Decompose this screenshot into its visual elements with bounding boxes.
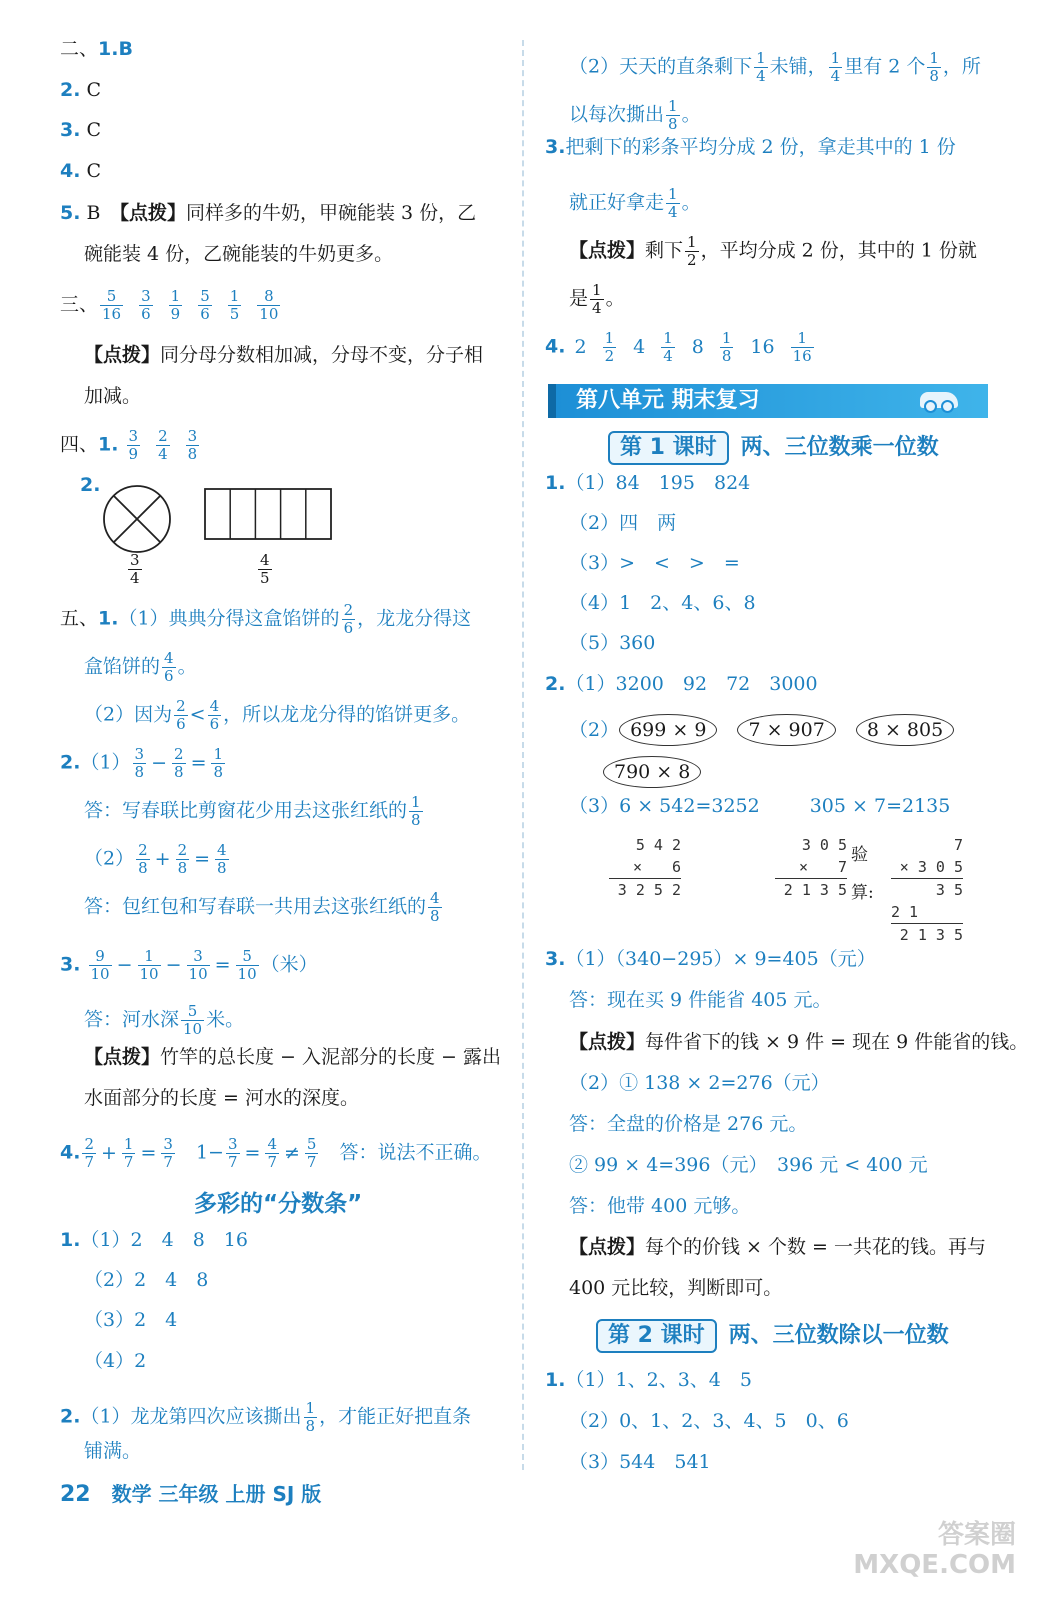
r-q3-hint-cont: 是 $\frac{1}{4}$ 。: [569, 281, 625, 317]
verify-label-1: 验: [851, 845, 868, 865]
fraction: $\frac{1}{8}$: [929, 49, 939, 85]
s3-hint-cont: 加减。: [84, 385, 142, 407]
fraction: $\frac{1}{4}$: [663, 329, 673, 365]
l1-q2-1: 2.（1）3200 92 72 3000: [545, 673, 818, 695]
fraction: $\frac{1}{16}$: [792, 329, 812, 365]
fraction: $\frac{1}{2}$: [687, 233, 697, 269]
math-token: 16: [750, 335, 775, 358]
dc-q2-1: 2.（1）龙龙第四次应该撕出 $\frac{1}{8}$ ，才能正好把直条: [60, 1399, 472, 1435]
s2-q3: 3. C: [60, 119, 102, 141]
r-q4: 4. 2 $\frac{1}{2}$ 4 $\frac{1}{4}$ 8 $\frac{1}{8}$ 16 $\frac{1}{16}$: [545, 329, 812, 365]
math-token: −: [165, 953, 182, 976]
fraction: $\frac{1}{4}$: [668, 185, 678, 221]
fraction: $\frac{1}{10}$: [139, 947, 159, 983]
s5-q1-2: （2）因为 $\frac{2}{6}$ < $\frac{4}{6}$ ，所以龙龙分得的馅饼更多。: [84, 697, 471, 733]
l2-q1-2: （2）0、1、2、3、4、5 0、6: [569, 1410, 849, 1432]
dc-q1-1: 1.（1）2 4 8 16: [60, 1229, 248, 1251]
fraction: $\frac{1}{8}$: [721, 329, 732, 365]
oval-answer-3: 8 × 805: [856, 714, 954, 746]
rectangle-fifths-diagram: [204, 488, 334, 542]
s5-q3-answer: 答：河水深 $\frac{5}{10}$ 米。: [84, 1002, 245, 1038]
vertical-calc-2: 3 0 5 × 7 2 1 3 5: [775, 834, 847, 901]
lesson-2-title: 两、三位数除以一位数: [728, 1323, 949, 1348]
vertical-calc-1: 5 4 2 × 6 3 2 5 2: [609, 834, 681, 901]
s3-answers: 三、 $\frac{5}{16}$ $\frac{3}{6}$ $\frac{1}{9}$ $\frac{5}{6}$ $\frac{1}{5}$ $\frac{8}{10}$: [60, 287, 279, 323]
oval-answer-1: 699 × 9: [619, 714, 717, 746]
s5-q4: 4. $\frac{2}{7}$ + $\frac{1}{7}$ = $\frac{3}{7}$ 1− $\frac{3}{7}$ = $\frac{4}{7}$ ≠ $\frac{5}{7}$ 答：说法不正确。: [60, 1135, 492, 1171]
s2-q5-hint-cont: 碗能装 4 份，乙碗能装的牛奶更多。: [84, 243, 394, 265]
fraction: $\frac{8}{10}$: [259, 287, 279, 323]
fraction: $\frac{5}{7}$: [306, 1135, 317, 1171]
s2-q4: 4. C: [60, 160, 102, 182]
s5-q1-1-cont: 盒馅饼的 $\frac{4}{6}$ 。: [84, 649, 197, 685]
fraction: $\frac{3}{7}$: [163, 1135, 173, 1171]
fraction: $\frac{1}{7}$: [123, 1135, 134, 1171]
fraction: $\frac{1}{8}$: [668, 97, 678, 133]
fraction: $\frac{4}{6}$: [164, 649, 174, 685]
r-q2-2: （2）天天的直条剩下 $\frac{1}{4}$ 未铺， $\frac{1}{4}$ 里有 2 个 $\frac{1}{8}$ ，所: [569, 49, 981, 85]
page-footer: [60, 1478, 321, 1507]
fraction: $\frac{2}{8}$: [174, 745, 184, 781]
fraction: $\frac{5}{10}$: [237, 947, 257, 983]
s2-q2: 2. C: [60, 79, 102, 101]
math-token: +: [101, 1141, 117, 1164]
rect-fraction: [256, 552, 274, 587]
fraction: $\frac{3}{9}$: [128, 427, 139, 463]
l1-q3-hint2-cont: 400 元比较，判断即可。: [569, 1277, 783, 1299]
l1-q1-4: （4）1 2、4、6、8: [569, 592, 756, 614]
l1-q2-3: （3）6 × 542=3252 305 × 7=2135: [569, 795, 951, 817]
s2-q5: 5. B 【点拨】同样多的牛奶，甲碗能装 3 份，乙: [60, 202, 477, 224]
fraction: $\frac{2}{4}$: [158, 427, 168, 463]
l2-q1-3: （3）544 541: [569, 1451, 711, 1473]
lesson-1-heading: [608, 430, 939, 465]
math-token: −: [151, 751, 168, 774]
s5-q3-hint: 【点拨】竹竿的总长度 − 入泥部分的长度 − 露出: [84, 1046, 502, 1068]
l1-q3-3: ② 99 × 4=396（元） 396 元 < 400 元: [569, 1154, 928, 1176]
fraction: $\frac{9}{10}$: [90, 947, 110, 983]
math-token: =: [140, 1141, 157, 1164]
math-token: 8: [691, 335, 704, 358]
s4-q2: 2.: [80, 474, 101, 496]
fraction: $\frac{4}{7}$: [267, 1135, 277, 1171]
fraction: $\frac{2}{7}$: [84, 1135, 94, 1171]
math-token: =: [194, 847, 211, 870]
s5-q2-2-answer: 答：包红包和写春联一共用去这张红纸的 $\frac{4}{8}$: [84, 889, 440, 925]
r-q2-2-cont: 以每次撕出 $\frac{1}{8}$ 。: [569, 97, 701, 133]
lesson-2-tag: 第 2 课时: [596, 1319, 717, 1353]
fraction: $\frac{1}{4}$: [830, 49, 841, 85]
s5-q2-2: （2） $\frac{2}{8}$ + $\frac{2}{8}$ = $\frac{4}{8}$: [84, 841, 227, 877]
unit-banner: 第八单元 期末复习: [548, 384, 988, 418]
fraction: $\frac{5}{10}$: [183, 1002, 203, 1038]
fraction: $\frac{5}{16}$: [102, 287, 122, 323]
math-token: =: [244, 1141, 261, 1164]
l1-q1-3: （3）> < > =: [569, 552, 740, 574]
l1-q2-2-cont: [603, 756, 721, 788]
r-q3-hint: 【点拨】剩下 $\frac{1}{2}$ ，平均分成 2 份，其中的 1 份就: [569, 233, 977, 269]
lesson-1-tag: 第 1 课时: [608, 431, 729, 465]
math-token: 4: [633, 335, 646, 358]
fraction: $\frac{5}{6}$: [200, 287, 210, 323]
l1-q3-3-answer: 答：他带 400 元够。: [569, 1195, 751, 1217]
dc-q1-4: （4）2: [84, 1350, 147, 1372]
s5-q1-1: 五、1.（1）典典分得这盒馅饼的 $\frac{2}{6}$ ，龙龙分得这: [60, 601, 472, 637]
l2-q1-1: 1.（1）1、2、3、4 5: [545, 1369, 752, 1391]
page-number: 22: [60, 1482, 91, 1507]
car-icon: [920, 392, 958, 408]
math-token: −: [116, 953, 133, 976]
fraction: $\frac{3}{8}$: [187, 427, 198, 463]
watermark: 答案圈 MXQE.COM: [853, 1520, 1016, 1580]
r-q3-cont: 就正好拿走 $\frac{1}{4}$ 。: [569, 185, 701, 221]
l1-q3-1-answer: 答：现在买 9 件能省 405 元。: [569, 989, 832, 1011]
math-token: +: [154, 847, 171, 870]
fraction: $\frac{3}{10}$: [188, 947, 208, 983]
l1-q2-2: （2） 699 × 9 7 × 907 8 × 805: [569, 714, 974, 746]
fraction: $\frac{3}{7}$: [227, 1135, 238, 1171]
l1-q1-5: （5）360: [569, 632, 656, 654]
fraction: $\frac{1}{8}$: [411, 793, 421, 829]
verify-label-2: 算:: [851, 883, 874, 903]
fraction: $\frac{1}{9}$: [170, 287, 181, 323]
s5-q3: 3. $\frac{9}{10}$ − $\frac{1}{10}$ − $\frac{3}{10}$ = $\frac{5}{10}$ （米）: [60, 947, 318, 983]
lesson-2-heading: [596, 1318, 949, 1353]
fraction: $\frac{1}{4}$: [756, 49, 766, 85]
l1-q3-hint2: 【点拨】每个的价钱 × 个数 = 一共花的钱。再与: [569, 1236, 987, 1258]
s2-q1: 二、1.B: [60, 38, 133, 60]
fraction: $\frac{1}{8}$: [305, 1399, 316, 1435]
l1-q3-hint: 【点拨】每件省下的钱 × 9 件 = 现在 9 件能省的钱。: [569, 1031, 1029, 1053]
fraction: $\frac{4}{6}$: [209, 697, 220, 733]
l1-q1-1: 1.（1）84 195 824: [545, 472, 751, 494]
l1-q3-2: （2）① 138 × 2=276（元）: [569, 1072, 830, 1094]
math-token: 2: [574, 335, 587, 358]
dc-q1-2: （2）2 4 8: [84, 1269, 209, 1291]
r-q3: 3.把剩下的彩条平均分成 2 份，拿走其中的 1 份: [545, 136, 956, 158]
fraction: $\frac{2}{6}$: [343, 601, 354, 637]
fraction: $\frac{3}{6}$: [141, 287, 151, 323]
fraction: $\frac{2}{8}$: [177, 841, 188, 877]
fraction: $\frac{1}{4}$: [592, 281, 602, 317]
oval-answer-4: 790 × 8: [603, 756, 701, 788]
fraction: $\frac{4}{5}$: [260, 551, 270, 587]
math-token: =: [190, 751, 207, 774]
s5-q3-hint-cont: 水面部分的长度 = 河水的深度。: [84, 1087, 359, 1109]
oval-answer-2: 7 × 907: [737, 714, 835, 746]
circle-quarters-diagram: [102, 484, 172, 554]
fraction: $\frac{1}{2}$: [604, 329, 615, 365]
book-title: 数学 三年级 上册 SJ 版: [111, 1482, 322, 1506]
column-divider: [522, 40, 524, 1470]
fraction: $\frac{4}{8}$: [430, 889, 440, 925]
section-title-fraction-strips: 多彩的“分数条”: [194, 1191, 363, 1217]
l1-q3-2-answer: 答：全盘的价格是 276 元。: [569, 1113, 808, 1135]
fraction: $\frac{1}{8}$: [213, 745, 224, 781]
math-token: ≠: [283, 1141, 300, 1164]
circle-fraction: [126, 552, 144, 587]
dc-q2-1-cont: 铺满。: [84, 1440, 142, 1462]
s3-hint: 【点拨】同分母分数相加减，分母不变，分子相: [84, 344, 484, 366]
fraction: $\frac{3}{4}$: [130, 551, 140, 587]
math-token: =: [214, 953, 231, 976]
s4-q1: 四、1. $\frac{3}{9}$ $\frac{2}{4}$ $\frac{3}{8}$: [60, 427, 198, 463]
dc-q1-3: （3）2 4: [84, 1309, 178, 1331]
s5-q2-1-answer: 答：写春联比剪窗花少用去这张红纸的 $\frac{1}{8}$: [84, 793, 421, 829]
vertical-calc-3: 7 × 3 0 5 3 5 2 1 2 1 3 5: [891, 836, 963, 944]
lesson-1-title: 两、三位数乘一位数: [740, 435, 939, 460]
fraction: $\frac{1}{5}$: [229, 287, 240, 323]
fraction: $\frac{3}{8}$: [134, 745, 145, 781]
l1-q1-2: （2）四 两: [569, 512, 677, 534]
s5-q2-1: 2.（1） $\frac{3}{8}$ − $\frac{2}{8}$ = $\frac{1}{8}$: [60, 745, 224, 781]
fraction: $\frac{2}{6}$: [176, 697, 186, 733]
fraction: $\frac{4}{8}$: [217, 841, 227, 877]
fraction: $\frac{2}{8}$: [138, 841, 148, 877]
l1-q3-1: 3.（1）（340−295）× 9=405（元）: [545, 948, 876, 970]
